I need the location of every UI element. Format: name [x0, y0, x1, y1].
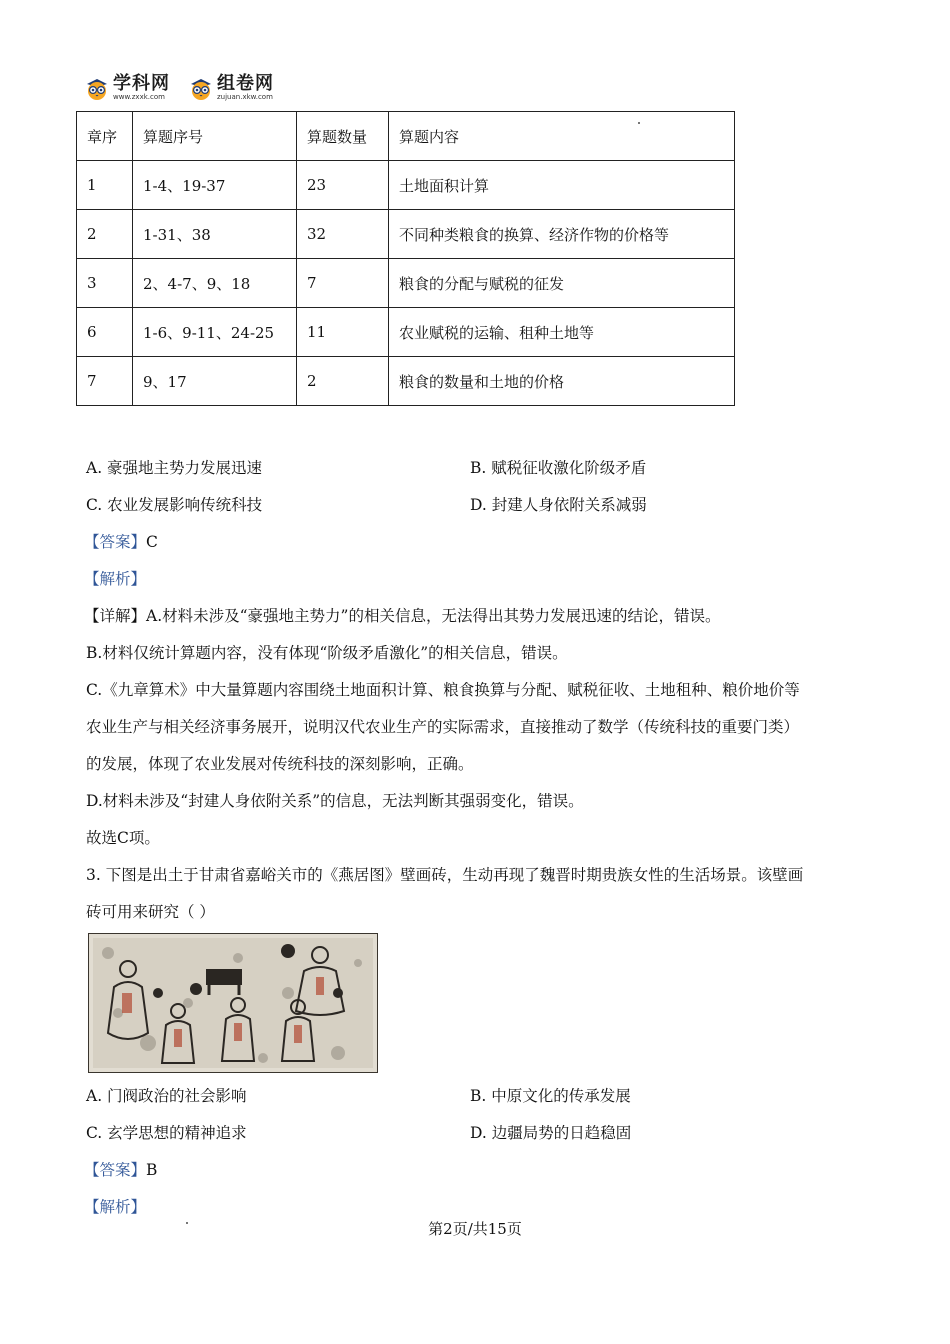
zujuan-logo[interactable]: [188, 74, 274, 101]
logo-url: www.zxxk.com: [113, 93, 165, 101]
table-row: [77, 259, 735, 308]
table-row: [77, 308, 735, 357]
answer-value: C: [146, 533, 158, 551]
owl-logo-icon: [188, 75, 214, 101]
table-cell: 2、4-7、9、18: [133, 259, 297, 308]
owl-logo-icon: [84, 75, 110, 101]
q2-detail-c-line3: 的发展，体现了农业发展对传统科技的深刻影响，正确。: [86, 755, 474, 773]
answer-tag: 【答案】: [84, 533, 147, 551]
table-cell: 3: [77, 259, 133, 308]
jiuzhang-problem-table: [76, 111, 735, 406]
q3-option-d: D. 边疆局势的日趋稳固: [470, 1124, 632, 1142]
table-header-cell: 算题数量: [297, 112, 389, 161]
logo-name: 组卷网: [217, 73, 274, 94]
q2-analysis-tag: 【解析】: [84, 570, 147, 588]
q2-detail-b: B.材料仅统计算题内容，没有体现“阶级矛盾激化”的相关信息，错误。: [86, 644, 568, 662]
q2-detail-a: [84, 606, 721, 626]
table-cell: 9、17: [133, 357, 297, 406]
page-number: 第2页/共15页: [428, 1220, 522, 1238]
q3-answer: [84, 1160, 157, 1180]
detail-text: A.材料未涉及“豪强地主势力”的相关信息，无法得出其势力发展迅速的结论，错误。: [146, 607, 721, 625]
table-cell: 2: [77, 210, 133, 259]
q3-stem-line2: 砖可用来研究（ ）: [86, 903, 215, 921]
logo-name: 学科网: [113, 73, 170, 94]
q2-answer: [84, 532, 158, 552]
table-cell: 1: [77, 161, 133, 210]
table-header-row: [77, 112, 735, 161]
q3-option-c: C. 玄学思想的精神追求: [86, 1124, 247, 1142]
table-cell: 32: [297, 210, 389, 259]
table-cell: 粮食的分配与赋税的征发: [389, 259, 735, 308]
logo-url: zujuan.xkw.com: [217, 93, 273, 101]
q2-detail-c-line1: C.《九章算术》中大量算题内容围绕土地面积计算、粮食换算与分配、赋税征收、土地租种、粮价地价等: [86, 681, 800, 699]
zxxk-logo[interactable]: [84, 74, 170, 101]
table-cell: 6: [77, 308, 133, 357]
q2-option-c: C. 农业发展影响传统科技: [86, 496, 263, 514]
q3-option-b: B. 中原文化的传承发展: [470, 1087, 631, 1105]
table-header-cell: 算题内容: [389, 112, 735, 161]
table-cell: 土地面积计算: [389, 161, 735, 210]
table-row: [77, 210, 735, 259]
answer-value: B: [146, 1161, 158, 1179]
q2-option-a: A. 豪强地主势力发展迅速: [86, 459, 263, 477]
q3-stem-line1: 3. 下图是出土于甘肃省嘉峪关市的《燕居图》壁画砖，生动再现了魏晋时期贵族女性的生活场景。该壁画: [86, 866, 804, 884]
q2-conclusion: 故选C项。: [86, 829, 160, 847]
q2-detail-c-line2: 农业生产与相关经济事务展开，说明汉代农业生产的实际需求，直接推动了数学（传统科技的重要门类）: [86, 718, 800, 736]
table-cell: 1-6、9-11、24-25: [133, 308, 297, 357]
table-cell: 不同种类粮食的换算、经济作物的价格等: [389, 210, 735, 259]
table-cell: 7: [297, 259, 389, 308]
table-header-cell: 章序: [77, 112, 133, 161]
q2-option-b: B. 赋税征收激化阶级矛盾: [470, 459, 647, 477]
table-header-cell: 算题序号: [133, 112, 297, 161]
q3-option-a: A. 门阀政治的社会影响: [86, 1087, 247, 1105]
q2-detail-d: D.材料未涉及“封建人身依附关系”的信息，无法判断其强弱变化，错误。: [86, 792, 584, 810]
answer-tag: 【答案】: [84, 1161, 147, 1179]
table-row: [77, 161, 735, 210]
table-cell: 1-4、19-37: [133, 161, 297, 210]
detail-tag: 【详解】: [84, 607, 147, 625]
q2-option-d: D. 封建人身依附关系减弱: [470, 496, 647, 514]
table-cell: 7: [77, 357, 133, 406]
table-cell: 1-31、38: [133, 210, 297, 259]
q3-analysis-tag: 【解析】: [84, 1198, 147, 1216]
table-cell: 粮食的数量和土地的价格: [389, 357, 735, 406]
table-cell: 2: [297, 357, 389, 406]
scan-dot: [638, 122, 640, 124]
table-cell: 农业赋税的运输、租种土地等: [389, 308, 735, 357]
yanju-mural-image: [88, 933, 378, 1073]
table-cell: 11: [297, 308, 389, 357]
table-row: [77, 357, 735, 406]
table-cell: 23: [297, 161, 389, 210]
